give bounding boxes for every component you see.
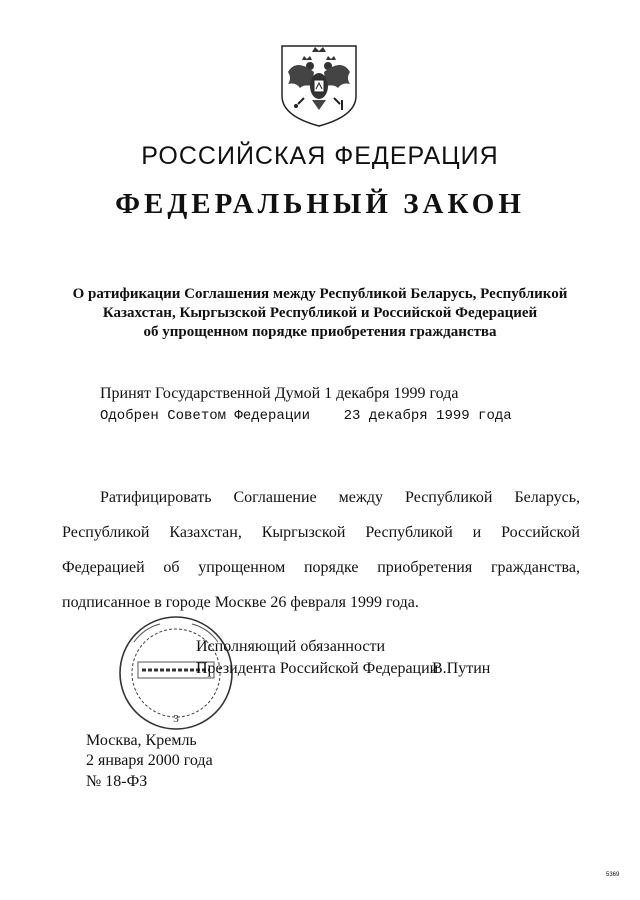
law-title xyxy=(40,285,600,342)
signing-date: 2 января 2000 года xyxy=(86,752,213,769)
page-mark: 5369 xyxy=(606,872,620,878)
signatory-name: В.Путин xyxy=(432,660,491,677)
signatory-title-line1: Исполняющий обязанности xyxy=(196,638,386,655)
signing-place: Москва, Кремль xyxy=(86,732,197,749)
law-title-line: О ратификации Соглашения между Республикой Беларусь, Республикой xyxy=(72,286,568,302)
law-title-line: об упрощенном порядке приобретения гражданства xyxy=(143,324,497,340)
country-name: РОССИЙСКАЯ ФЕДЕРАЦИЯ xyxy=(141,142,499,170)
approval-federation-council: Одобрен Советом Федерации 23 декабря 1999 года xyxy=(100,408,512,424)
coat-of-arms-icon xyxy=(274,42,364,128)
document-type: ФЕДЕРАЛЬНЫЙ ЗАКОН xyxy=(115,188,525,220)
law-number: № 18-ФЗ xyxy=(86,773,148,790)
stamp-number: 3 xyxy=(173,713,179,725)
adoption-duma: Принят Государственной Думой 1 декабря 1999 года xyxy=(100,385,459,402)
signatory-title-line2: Президента Российской Федерации xyxy=(196,660,439,677)
law-body-text: Ратифицировать Соглашение между Республикой Беларусь, Республикой Казахстан, Кыргызской Республикой и Российской Федерацией об упрощенном порядке приобретения гражданства, подписанное в городе Москве 26 февраля 1999 года. xyxy=(62,489,580,611)
law-title-line: Казахстан, Кыргызской Республикой и Российской Федерацией xyxy=(102,305,538,321)
